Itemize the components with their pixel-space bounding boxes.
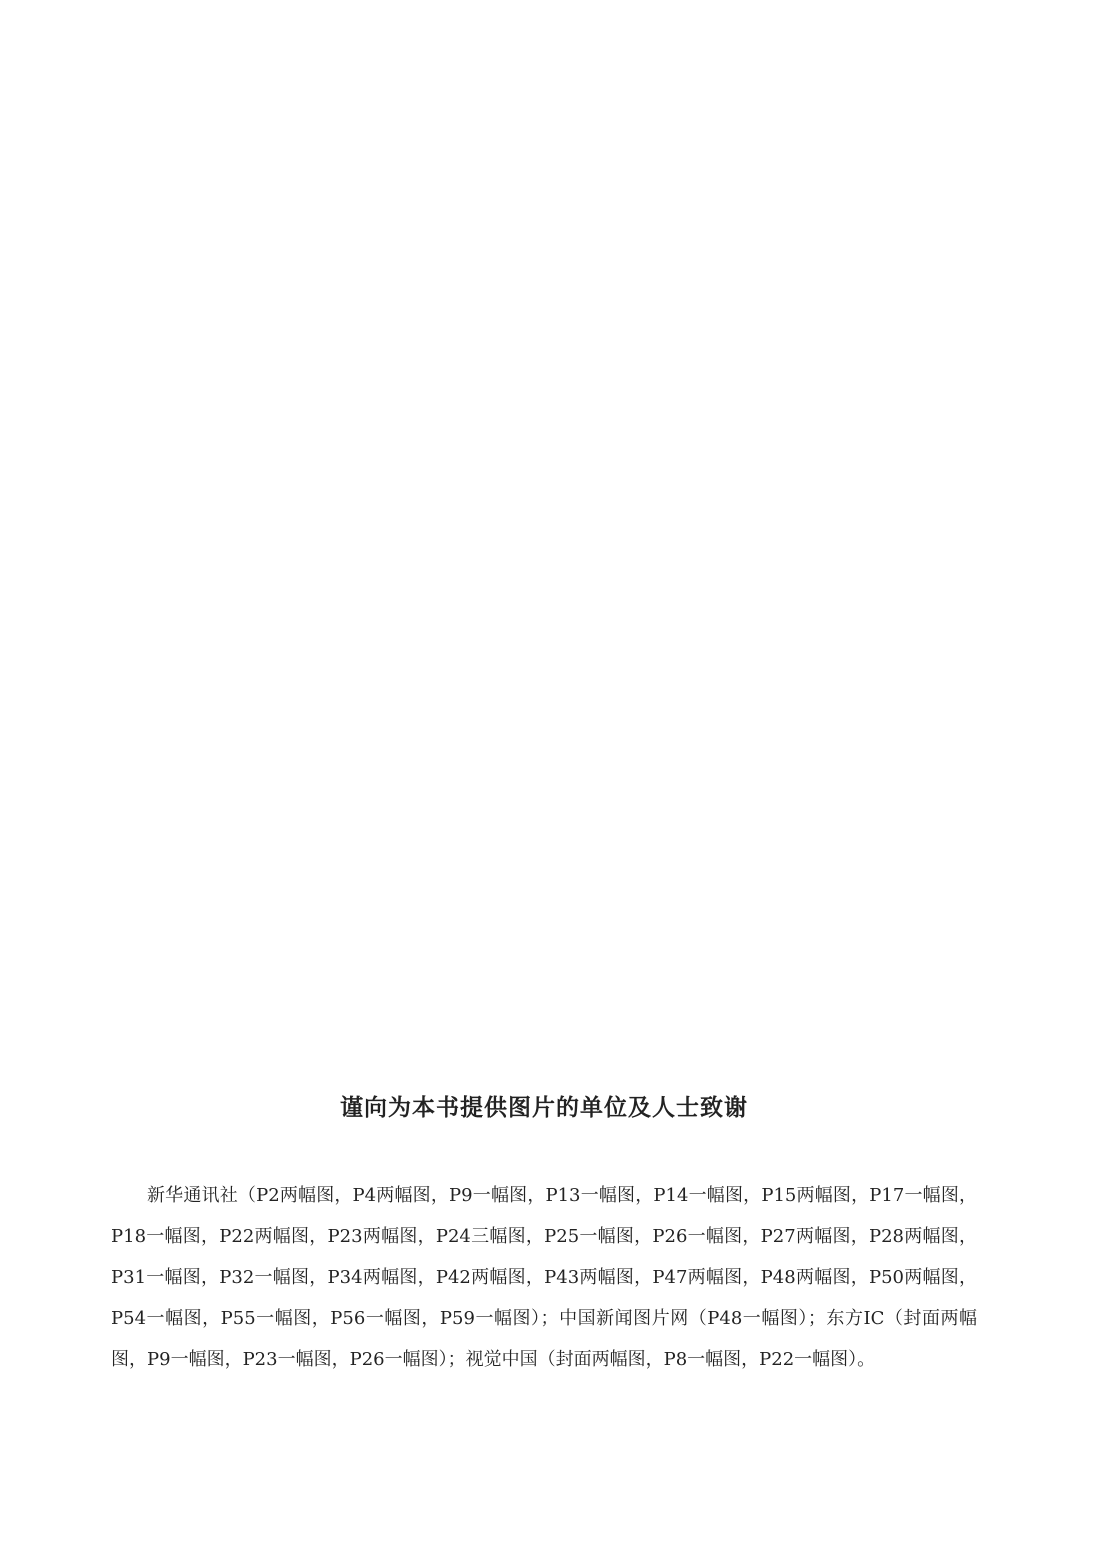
acknowledgement-body: 新华通讯社（P2两幅图，P4两幅图，P9一幅图，P13一幅图，P14一幅图，P15两幅图，P17一幅图，P18一幅图，P22两幅图，P23两幅图，P24三幅图，P25一幅图，P26一幅图，P27两幅图，P28两幅图，P31一幅图，P32一幅图，P34两幅图，P42两幅图，P43两幅图，P47两幅图，P48两幅图，P50两幅图，P54一幅图，P55一幅图，P56一幅图，P59一幅图）；中国新闻图片网（P48一幅图）；东方IC（封面两幅图，P9一幅图，P23一幅图，P26一幅图）；视觉中国（封面两幅图，P8一幅图，P22一幅图）。 — [111, 1185, 977, 1370]
acknowledgement-title: 谨向为本书提供图片的单位及人士致谢 — [340, 1095, 748, 1121]
acknowledgement-section — [111, 1088, 977, 1380]
